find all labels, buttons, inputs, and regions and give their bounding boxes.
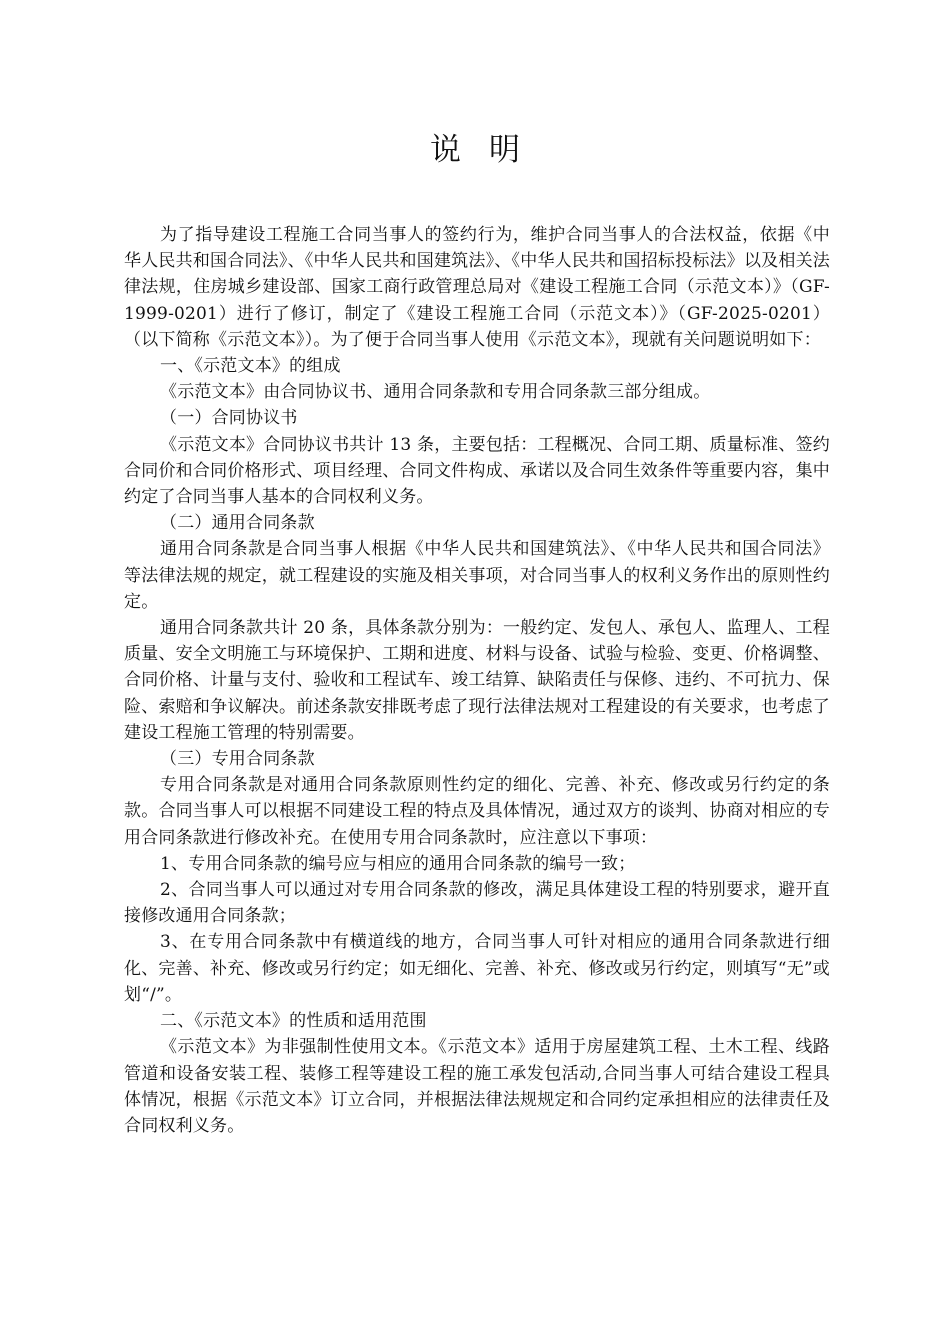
- general-terms-paragraph: 通用合同条款是合同当事人根据《中华人民共和国建筑法》、《中华人民共和国合同法》等法律法规的规定，就工程建设的实施及相关事项，对合同当事人的权利义务作出的原则性约定。: [124, 539, 830, 612]
- special-terms-paragraph: 专用合同条款是对通用合同条款原则性约定的细化、完善、补充、修改或另行约定的条款。合同当事人可以根据不同建设工程的特点及具体情况，通过双方的谈判、协商对相应的专用合同条款进行修改补充。在使用专用合同条款时，应注意以下事项：: [124, 775, 830, 848]
- section-heading-composition: 一、《示范文本》的组成: [160, 356, 341, 377]
- subsection-heading-general-terms: （二）通用合同条款: [160, 513, 315, 534]
- special-terms-item-2: 2、合同当事人可以通过对专用合同条款的修改，满足具体建设工程的特别要求，避开直接修改通用合同条款；: [124, 880, 830, 927]
- document-body: [124, 222, 830, 1139]
- agreement-paragraph: 《示范文本》合同协议书共计 13 条，主要包括：工程概况、合同工期、质量标准、签约合同价和合同价格形式、项目经理、合同文件构成、承诺以及合同生效条件等重要内容，集中约定了合同当事人基本的合同权利义务。: [124, 434, 830, 508]
- section-heading-nature-scope: 二、《示范文本》的性质和适用范围: [160, 1011, 427, 1032]
- special-terms-item-3: 3、在专用合同条款中有横道线的地方，合同当事人可针对相应的通用合同条款进行细化、完善、补充、修改或另行约定；如无细化、完善、补充、修改或另行约定，则填写“无”或划“/”。: [124, 932, 830, 1005]
- intro-paragraph: 为了指导建设工程施工合同当事人的签约行为，维护合同当事人的合法权益，依据《中华人民共和国合同法》、《中华人民共和国建筑法》、《中华人民共和国招标投标法》以及相关法律法规，住房城乡建设部、国家工商行政管理总局对《建设工程施工合同（示范文本）》（GF-1999-0201）进行了修订，制定了《建设工程施工合同（示范文本）》（GF-2025-0201）（以下简称《示范文本》）。为了便于合同当事人使用《示范文本》，现就有关问题说明如下：: [124, 225, 830, 350]
- page-title: 说明: [430, 132, 548, 168]
- subsection-heading-special-terms: （三）专用合同条款: [160, 749, 315, 770]
- composition-paragraph: 《示范文本》由合同协议书、通用合同条款和专用合同条款三部分组成。: [160, 382, 711, 403]
- subsection-heading-agreement: （一）合同协议书: [160, 408, 298, 429]
- general-terms-list-paragraph: 通用合同条款共计 20 条，具体条款分别为：一般约定、发包人、承包人、监理人、工程质量、安全文明施工与环境保护、工期和进度、材料与设备、试验与检验、变更、价格调整、合同价格、计量与支付、验收和工程试车、竣工结算、缺陷责任与保修、违约、不可抗力、保险、索赔和争议解决。前述条款安排既考虑了现行法律法规对工程建设的有关要求，也考虑了建设工程施工管理的特别需要。: [124, 618, 830, 743]
- nature-scope-paragraph: 《示范文本》为非强制性使用文本。《示范文本》适用于房屋建筑工程、土木工程、线路管道和设备安装工程、装修工程等建设工程的施工承发包活动,合同当事人可结合建设工程具体情况，根据《示范文本》订立合同，并根据法律法规规定和合同约定承担相应的法律责任及合同权利义务。: [124, 1037, 830, 1136]
- special-terms-item-1: 1、专用合同条款的编号应与相应的通用合同条款的编号一致；: [160, 853, 636, 874]
